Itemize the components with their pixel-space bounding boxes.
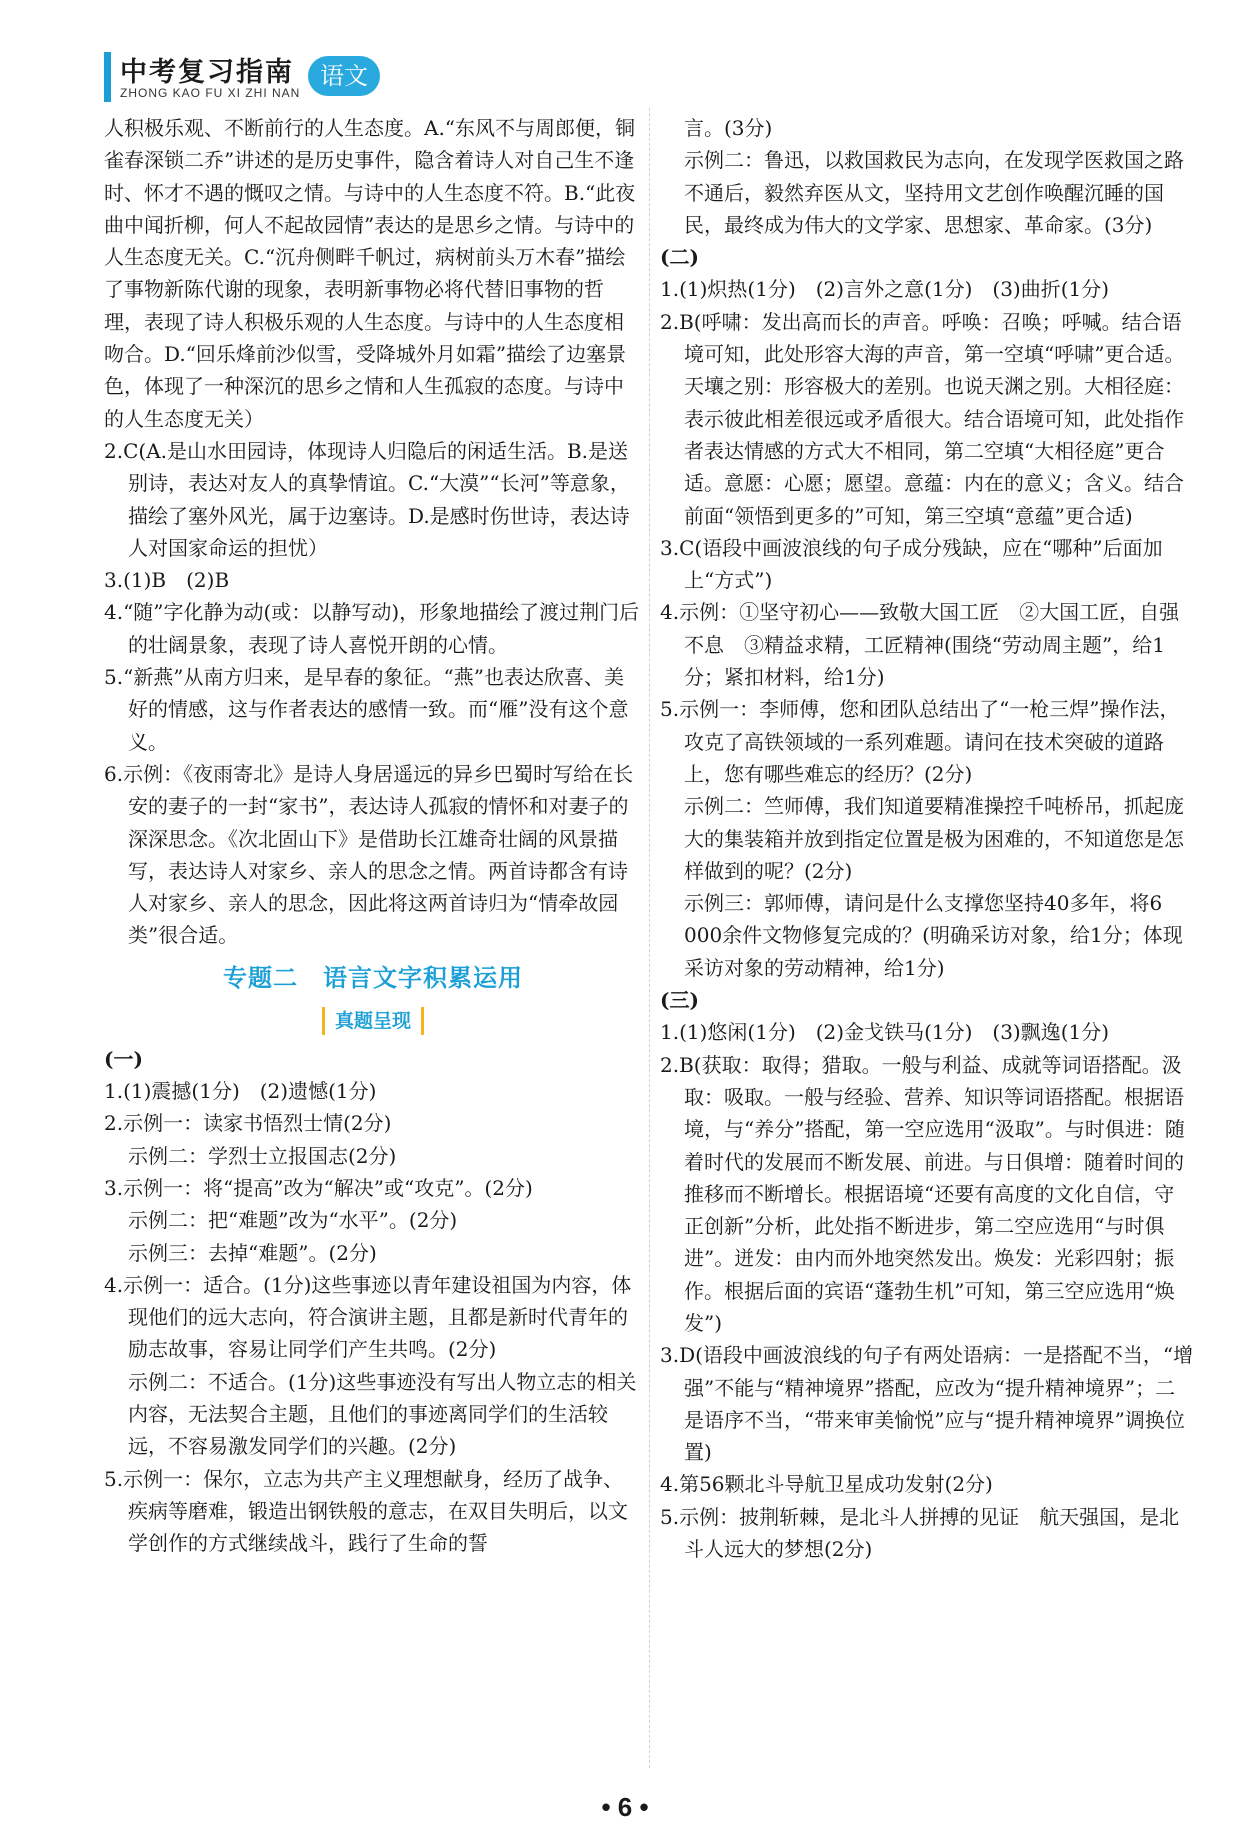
answer-continuation: 言。(3分) [684, 116, 773, 140]
left-column [104, 112, 642, 1559]
answer-item: 5.“新燕”从南方归来，是早春的象征。“燕”也表达欣喜、美好的情感，这与作者表达的感情一致。而“雁”没有这个意义。 [104, 665, 629, 754]
answer-item: 4.示例：①坚守初心——致敬大国工匠 ②大国工匠，自强不息 ③精益求精，工匠精神(围绕“劳动周主题”，给1分；紧扣材料，给1分) [660, 600, 1180, 690]
answer-example: 示例三：郭师傅，请问是什么支撑您坚持40多年，将6 000余件文物修复完成的？(明确采访对象，给1分；体现采访对象的劳动精神，给1分) [684, 891, 1183, 980]
header-pinyin: ZHONG KAO FU XI ZHI NAN [120, 86, 301, 100]
section-subhead [104, 1006, 642, 1035]
answer-example: 示例二：不适合。(1分)这些事迹没有写出人物立志的相关内容，无法契合主题，且他们的事迹离同学们的生活较远，不容易激发同学们的兴趣。(2分) [128, 1369, 637, 1459]
answer-item: 3.C(语段中画波浪线的句子成分残缺，应在“哪种”后面加上“方式”) [660, 535, 1163, 593]
answer-example: 示例二：学烈士立报国志(2分) [128, 1143, 397, 1168]
answer-item: 4.第56颗北斗导航卫星成功发射(2分) [660, 1472, 993, 1497]
right-column [660, 112, 1194, 1565]
answer-item: 3.D(语段中画波浪线的句子有两处语病：一是搭配不当，“增强”不能与“精神境界”搭配，应改为“提升精神境界”；二是语序不当，“带来审美愉悦”应与“提升精神境界”调换位置) [660, 1343, 1194, 1465]
answer-item: 1.(1)震撼(1分) (2)遗憾(1分) [104, 1079, 377, 1104]
header-title: 中考复习指南 [120, 57, 294, 88]
answer-paragraph: 人积极乐观、不断前行的人生态度。A.“东风不与周郎便，铜雀春深锁二乔”讲述的是历史事件，隐含着诗人对自己生不逢时、怀才不遇的慨叹之情。与诗中的人生态度不符。B.“此夜曲中闻折柳，何人不起故园情”表达的是思乡之情。与诗中的人生态度无关。C.“沉舟侧畔千帆过，病树前头万木春”描绘了事物新陈代谢的现象，表明新事物必将代替旧事物的哲理，表现了诗人积极乐观的人生态度。与诗中的人生态度相吻合。D.“回乐烽前沙似雪，受降城外月如霜”描绘了边塞景色，体现了一种深沉的思乡之情和人生孤寂的态度。与诗中的人生态度无关） [104, 116, 636, 431]
section-label: (三) [660, 988, 699, 1013]
topic-title: 专题二 语言文字积累运用 [223, 963, 523, 992]
answer-example: 示例二：把“难题”改为“水平”。(2分) [128, 1208, 458, 1233]
answer-item: 2.B(呼啸：发出高而长的声音。呼唤：召唤；呼喊。结合语境可知，此处形容大海的声音，第一空填“呼啸”更合适。天壤之别：形容极大的差别。也说天渊之别。大相径庭：表示彼此相差很远或矛盾很大。结合语境可知，此处指作者表达情感的方式大不相同，第二空填“大相径庭”更合适。意愿：心愿；愿望。意蕴：内在的意义；含义。结合前面“领悟到更多的”可知，第三空填“意蕴”更合适) [660, 309, 1185, 528]
section-label: (二) [660, 245, 699, 270]
subject-badge: 语文 [308, 56, 380, 96]
section-label: (一) [104, 1046, 143, 1071]
answer-item: 3.(1)B (2)B [104, 568, 230, 593]
answer-item: 5.示例一：李师傅，您和团队总结出了“一枪三焊”操作法，攻克了高铁领域的一系列难题。请问在技术突破的道路上，您有哪些难忘的经历？(2分) [660, 697, 1180, 786]
answer-item: 5.示例一：保尔，立志为共产主义理想献身，经历了战争、疾病等磨难，锻造出钢铁般的意志，在双目失明后，以文学创作的方式继续战斗，践行了生命的誓 [104, 1466, 628, 1556]
column-divider [649, 108, 650, 1768]
answer-item: 1.(1)炽热(1分) (2)言外之意(1分) (3)曲折(1分) [660, 277, 1110, 302]
answer-item: 4.“随”字化静为动(或：以静写动)，形象地描绘了渡过荆门后的壮阔景象，表现了诗人喜悦开朗的心情。 [104, 600, 640, 657]
answer-item: 3.示例一：将“提高”改为“解决”或“攻克”。(2分) [104, 1175, 533, 1200]
answer-item: 2.C(A.是山水田园诗，体现诗人归隐后的闲适生活。B.是送别诗，表达对友人的真挚情谊。C.“大漠”“长河”等意象，描绘了塞外风光，属于边塞诗。D.是感时伤世诗，表达诗人对国家命运的担忧） [104, 438, 630, 560]
answer-item: 4.示例一：适合。(1分)这些事迹以青年建设祖国为内容，体现他们的远大志向，符合演讲主题，且都是新时代青年的励志故事，容易让同学们产生共鸣。(2分) [104, 1272, 632, 1362]
answer-item: 5.示例：披荆斩棘，是北斗人拼搏的见证 航天强国，是北斗人远大的梦想(2分) [660, 1504, 1180, 1562]
page-number: • 6 • [601, 1792, 649, 1822]
answer-item: 2.B(获取：取得；猎取。一般与利益、成就等词语搭配。汲取：吸取。一般与经验、营养、知识等词语搭配。根据语境，与“养分”搭配，第一空应选用“汲取”。与时俱进：随着时代的发展而不断发展、前进。与日俱增：随着时间的推移而不断增长。根据语境“还要有高度的文化自信，守正创新”分析，此处指不断进步，第二空应选用“与时俱进”。迸发：由内而外地突然发出。焕发：光彩四射；振作。根据后面的宾语“蓬勃生机”可知，第三空应选用“焕发”) [660, 1052, 1185, 1335]
answer-item: 6.示例：《夜雨寄北》是诗人身居遥远的异乡巴蜀时写给在长安的妻子的一封“家书”，表达诗人孤寂的情怀和对妻子的深深思念。《次北固山下》是借助长江雄奇壮阔的风景描写，表达诗人对家乡、亲人的思念之情。两首诗都含有诗人对家乡、亲人的思念，因此将这两首诗归为“情牵故园类”很合适。 [104, 761, 634, 948]
answer-example: 示例三：去掉“难题”。(2分) [128, 1240, 377, 1265]
header-accent-bar [104, 52, 111, 102]
answer-item: 1.(1)悠闲(1分) (2)金戈铁马(1分) (3)飘逸(1分) [660, 1020, 1110, 1045]
header [104, 50, 404, 106]
answer-item: 2.示例一：读家书悟烈士情(2分) [104, 1111, 392, 1136]
answer-example: 示例二：竺师傅，我们知道要精准操控千吨桥吊，抓起庞大的集装箱并放到指定位置是极为困难的，不知道您是怎样做到的呢？(2分) [684, 794, 1184, 883]
answer-example: 示例二：鲁迅，以救国救民为志向，在发现学医救国之路不通后，毅然弃医从文，坚持用文艺创作唤醒沉睡的国民，最终成为伟大的文学家、思想家、革命家。(3分) [684, 148, 1184, 237]
subhead-label: 真题呈现 [322, 1007, 424, 1035]
